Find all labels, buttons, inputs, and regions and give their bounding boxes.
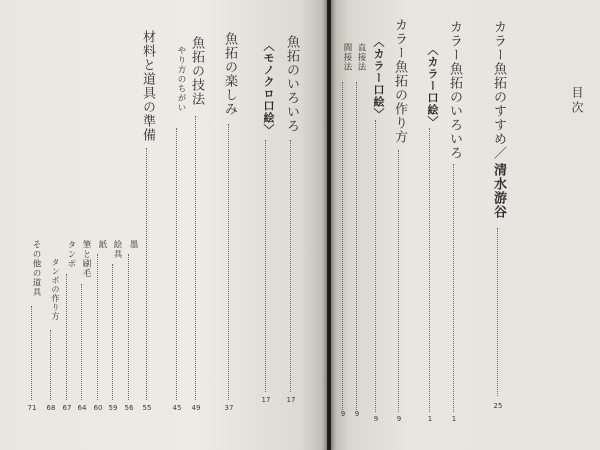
leader-dots bbox=[66, 274, 67, 400]
toc-entry-author: 清水游谷 bbox=[491, 163, 506, 219]
toc-page-number: 1 bbox=[451, 415, 457, 423]
toc-entry-title: その他の道具 bbox=[31, 240, 41, 297]
toc-page-number: 68 bbox=[46, 404, 56, 412]
toc-entry bbox=[281, 0, 301, 450]
toc-page-number: 37 bbox=[224, 404, 234, 412]
leader-dots bbox=[356, 82, 357, 410]
toc-entry-title: 魚拓のいろいろ bbox=[284, 35, 299, 133]
leader-dots bbox=[375, 120, 376, 412]
toc-page-number: 56 bbox=[124, 404, 134, 412]
toc-page-number: 1 bbox=[427, 415, 433, 423]
leader-dots bbox=[497, 228, 498, 396]
leader-dots bbox=[265, 140, 266, 392]
toc-entry bbox=[488, 0, 508, 450]
toc-entry bbox=[137, 0, 157, 450]
toc-heading-column bbox=[566, 0, 586, 450]
leader-dots bbox=[398, 150, 399, 412]
toc-page-number: 49 bbox=[191, 404, 201, 412]
toc-entry-title: 直接法 bbox=[356, 43, 366, 72]
toc-entry-title: 〈カラー口絵〉 bbox=[372, 36, 385, 120]
toc-entry bbox=[333, 0, 353, 450]
leader-dots bbox=[176, 128, 177, 400]
toc-entry-title: 材料と道具の準備 bbox=[140, 30, 155, 142]
toc-page-number: 9 bbox=[373, 415, 379, 423]
leader-dots bbox=[50, 330, 51, 400]
toc-entry bbox=[256, 0, 276, 450]
toc-page-number: 71 bbox=[27, 404, 37, 412]
leader-dots bbox=[228, 124, 229, 400]
toc-entry-title: 〈モノクロ口絵〉 bbox=[262, 40, 275, 136]
toc-entry-title: 墨 bbox=[128, 240, 138, 250]
toc-entry bbox=[22, 0, 42, 450]
toc-entry bbox=[389, 0, 409, 450]
toc-page-number: 17 bbox=[286, 396, 296, 404]
toc-page-number: 59 bbox=[108, 404, 118, 412]
toc-entry bbox=[366, 0, 386, 450]
toc-page-number: 45 bbox=[172, 404, 182, 412]
toc-page-number: 60 bbox=[93, 404, 103, 412]
toc-entry-title: カラー魚拓の作り方 bbox=[392, 18, 407, 144]
toc-page-number: 64 bbox=[77, 404, 87, 412]
toc-page-number: 25 bbox=[493, 402, 503, 410]
toc-entry-title: カラー魚拓のいろいろ bbox=[447, 20, 462, 160]
toc-entry-title: タンポの作り方 bbox=[51, 258, 60, 321]
toc-entry-title: 紙 bbox=[97, 240, 107, 250]
leader-dots bbox=[112, 264, 113, 400]
toc-entry-title: 魚拓の楽しみ bbox=[222, 32, 237, 116]
toc-entry-title: 絵具 bbox=[112, 240, 122, 259]
leader-dots bbox=[146, 148, 147, 400]
toc-page-number: 9 bbox=[354, 410, 360, 418]
toc-entry-title: 間接法 bbox=[342, 43, 352, 72]
toc-page-number: 9 bbox=[340, 410, 346, 418]
leader-dots bbox=[195, 116, 196, 400]
toc-page-number: 17 bbox=[261, 396, 271, 404]
toc-entry bbox=[186, 0, 206, 450]
toc-page-number: 67 bbox=[62, 404, 72, 412]
leader-dots bbox=[31, 306, 32, 400]
toc-entry bbox=[420, 0, 440, 450]
leader-dots bbox=[342, 82, 343, 410]
toc-page-number: 55 bbox=[142, 404, 152, 412]
toc-entry bbox=[41, 0, 61, 450]
toc-heading: 目次 bbox=[570, 86, 584, 116]
leader-dots bbox=[81, 284, 82, 400]
leader-dots bbox=[97, 254, 98, 400]
toc-entry-title: 筆と刷毛 bbox=[81, 240, 91, 278]
leader-dots bbox=[453, 164, 454, 412]
leader-dots bbox=[128, 254, 129, 400]
toc-entry-title: タンポ bbox=[66, 240, 76, 269]
toc-entry-title: やり方のちがい bbox=[176, 46, 186, 113]
toc-entry-title: 魚拓の技法 bbox=[189, 36, 204, 106]
toc-entry bbox=[167, 0, 187, 450]
toc-page-number: 9 bbox=[396, 415, 402, 423]
toc-entry-title: カラー魚拓のすすめ／ bbox=[491, 20, 506, 160]
leader-dots bbox=[290, 140, 291, 392]
toc-entry bbox=[219, 0, 239, 450]
toc-entry bbox=[444, 0, 464, 450]
toc-entry-title: 〈カラー口絵〉 bbox=[426, 44, 439, 128]
leader-dots bbox=[429, 128, 430, 412]
